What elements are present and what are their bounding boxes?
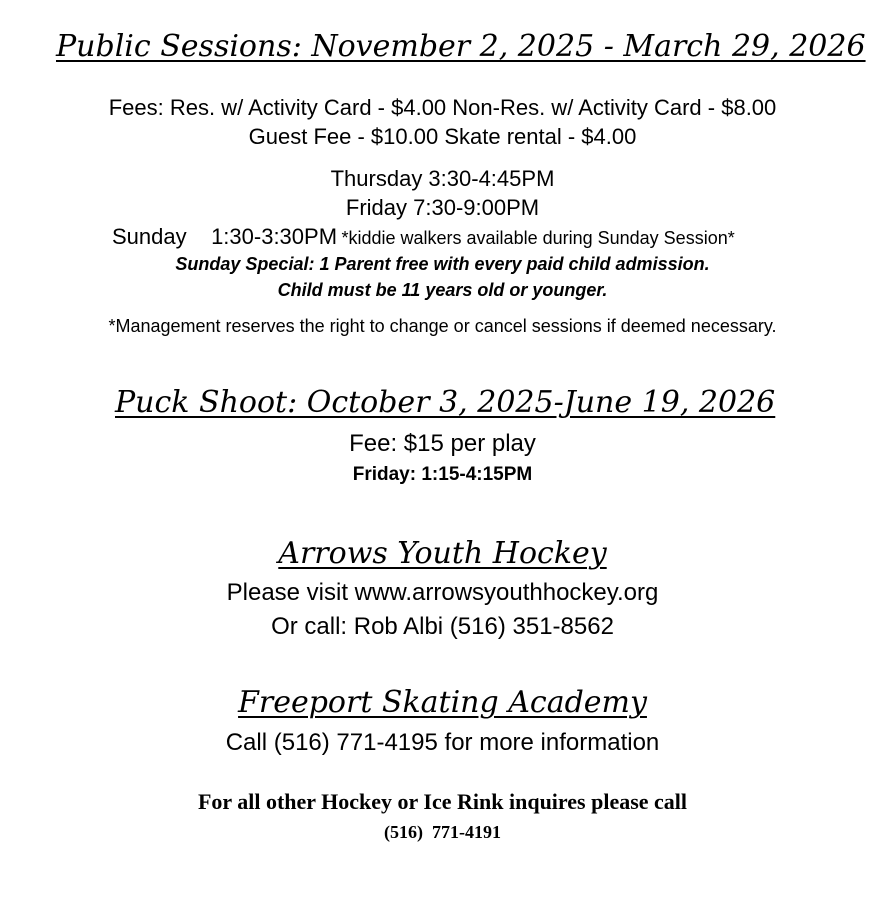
- puck-shoot-fee: Fee: $15 per play: [349, 430, 536, 457]
- academy-title: Freeport Skating Academy: [238, 685, 647, 720]
- footer-phone: (516) 771-4191: [384, 822, 501, 842]
- sunday-note: *kiddie walkers available during Sunday Session*: [341, 228, 735, 248]
- arrows-title: Arrows Youth Hockey: [278, 536, 607, 571]
- academy-call: Call (516) 771-4195 for more information: [225, 729, 660, 756]
- public-sessions-title: Public Sessions: November 2, 2025 - March 29, 2026: [56, 29, 866, 64]
- arrows-visit: Please visit www.arrowsyouthhockey.org: [226, 579, 659, 606]
- puck-shoot-title: Puck Shoot: October 3, 2025-June 19, 2026: [115, 385, 776, 420]
- arrows-title-wrap: [0, 536, 885, 571]
- fees-line-1: Fees: Res. w/ Activity Card - $4.00 Non-Res. w/ Activity Card - $8.00: [108, 95, 777, 120]
- management-note: *Management reserves the right to change or cancel sessions if deemed necessary.: [108, 316, 777, 336]
- puck-shoot-schedule: Friday: 1:15-4:15PM: [352, 464, 533, 485]
- fees-line-2: Guest Fee - $10.00 Skate rental - $4.00: [248, 124, 637, 149]
- sunday-special-age: Child must be 11 years old or younger.: [277, 280, 608, 300]
- sunday-session: Sunday 1:30-3:30PM: [112, 224, 338, 249]
- thursday-session: Thursday 3:30-4:45PM: [330, 166, 555, 191]
- footer-inquiry: For all other Hockey or Ice Rink inquires please call: [197, 789, 688, 814]
- sunday-session-row: [112, 226, 735, 248]
- sunday-special: Sunday Special: 1 Parent free with every paid child admission.: [175, 254, 710, 274]
- friday-session: Friday 7:30-9:00PM: [345, 195, 540, 220]
- academy-title-wrap: [0, 685, 885, 720]
- arrows-call: Or call: Rob Albi (516) 351-8562: [271, 613, 614, 640]
